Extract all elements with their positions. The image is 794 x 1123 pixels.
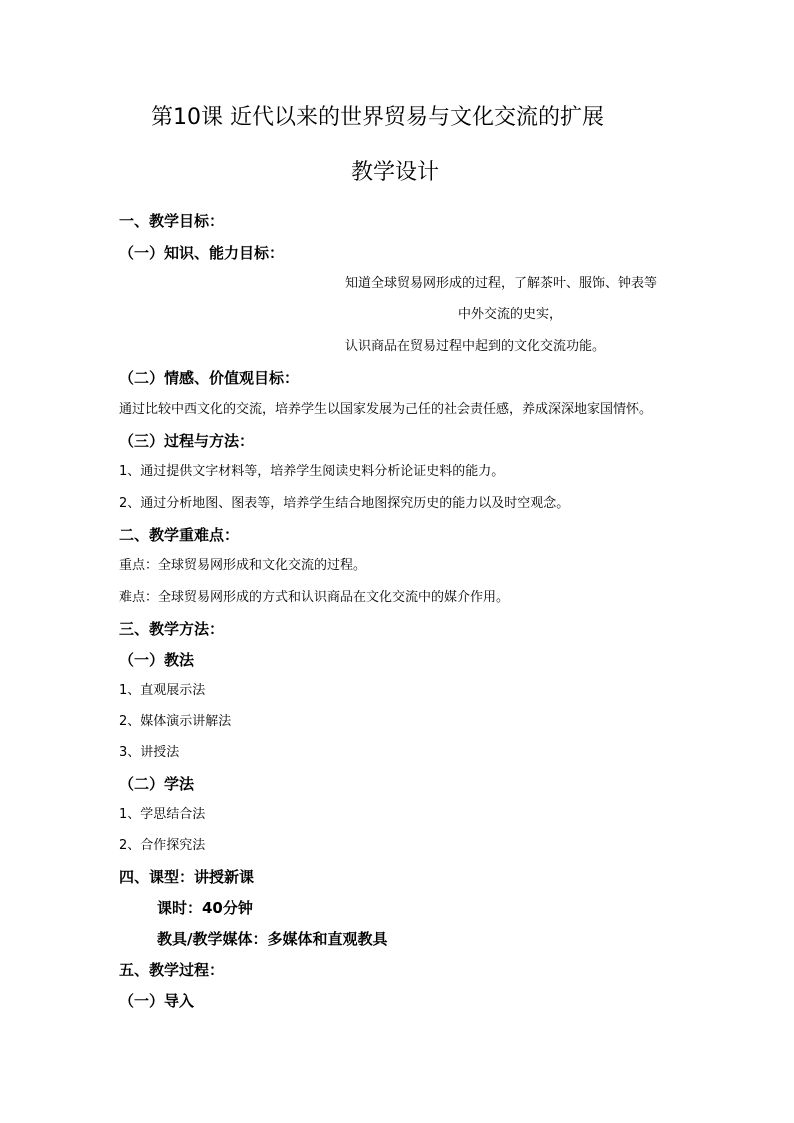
teaching-method-1: 1、直观展示法 [119, 683, 206, 698]
subheading-introduction: （一）导入 [119, 992, 195, 1010]
emotion-values-text: 通过比较中西文化的交流，培养学生以国家发展为己任的社会责任感，养成深深地家国情怀。 [119, 402, 653, 417]
knowledge-line-1: 知道全球贸易网形成的过程，了解茶叶、服饰、钟表等 [345, 276, 658, 291]
key-point-text: 重点：全球贸易网形成和文化交流的过程。 [119, 558, 367, 573]
learning-method-2: 2、合作探究法 [119, 838, 206, 853]
subheading-learning-methods: （二）学法 [119, 775, 195, 793]
section-heading-methods: 三、教学方法： [119, 620, 225, 638]
section-heading-process: 五、教学过程： [119, 961, 225, 979]
document-title: 第10课 近代以来的世界贸易与文化交流的扩展 [151, 105, 604, 130]
lesson-duration: 课时：40分钟 [157, 899, 253, 917]
subheading-teaching-methods: （一）教法 [119, 651, 195, 669]
process-item-1: 1、通过提供文字材料等，培养学生阅读史料分析论证史料的能力。 [119, 464, 505, 479]
subheading-knowledge-ability: （一）知识、能力目标： [119, 244, 285, 262]
teaching-media: 教具/教学媒体：多媒体和直观教具 [157, 930, 388, 948]
knowledge-line-2: 中外交流的史实， [458, 307, 563, 322]
teaching-method-3: 3、讲授法 [119, 745, 180, 760]
subheading-emotion-values: （二）情感、价值观目标： [119, 369, 300, 387]
section-heading-key-difficult: 二、教学重难点： [119, 526, 240, 544]
knowledge-line-3: 认识商品在贸易过程中起到的文化交流功能。 [345, 339, 606, 354]
section-heading-objectives: 一、教学目标： [119, 212, 225, 230]
subheading-process-methods: （三）过程与方法： [119, 432, 255, 450]
document-subtitle: 教学设计 [351, 160, 440, 185]
teaching-method-2: 2、媒体演示讲解法 [119, 714, 232, 729]
learning-method-1: 1、学思结合法 [119, 807, 206, 822]
process-item-2: 2、通过分析地图、图表等，培养学生结合地图探究历史的能力以及时空观念。 [119, 496, 570, 511]
section-heading-lesson-type: 四、课型：讲授新课 [119, 868, 255, 886]
difficult-point-text: 难点：全球贸易网形成的方式和认识商品在文化交流中的媒介作用。 [119, 590, 510, 605]
